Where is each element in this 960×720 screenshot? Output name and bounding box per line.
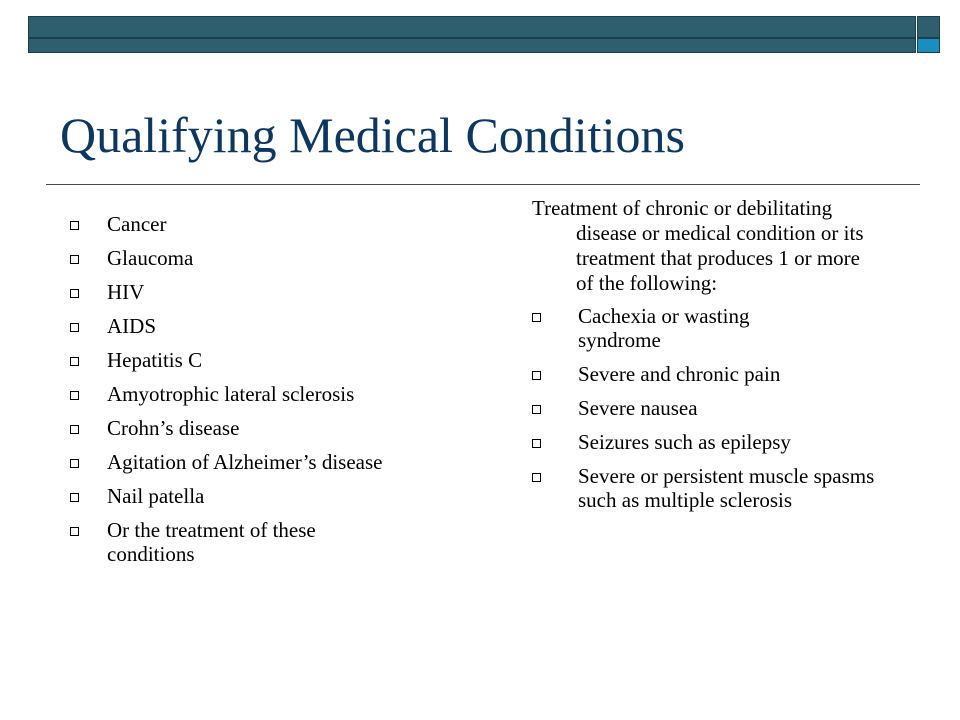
square-bullet-icon xyxy=(532,313,541,322)
list-item xyxy=(70,382,470,406)
list-item-label: Crohn’s disease xyxy=(107,416,240,440)
list-item-label: Agitation of Alzheimer’s disease xyxy=(107,450,383,474)
list-item-label: Severe or persistent muscle spasms such as multiple sclerosis xyxy=(578,464,875,512)
list-item xyxy=(70,348,470,372)
square-bullet-icon xyxy=(70,527,79,536)
list-item xyxy=(532,362,912,386)
list-item xyxy=(70,280,470,304)
slide-title: Qualifying Medical Conditions xyxy=(60,107,685,163)
list-item xyxy=(70,518,397,566)
list-item-label: HIV xyxy=(107,280,145,304)
symptom-list xyxy=(532,304,912,512)
list-item xyxy=(70,484,470,508)
symptom-column xyxy=(532,196,912,522)
square-bullet-icon xyxy=(532,473,541,482)
square-bullet-icon xyxy=(70,459,79,468)
list-item-label: Severe nausea xyxy=(578,396,698,420)
list-item-label: Glaucoma xyxy=(107,246,194,270)
list-item xyxy=(532,464,898,512)
list-item xyxy=(70,416,470,440)
square-bullet-icon xyxy=(532,405,541,414)
list-item-label: Cancer xyxy=(107,212,167,236)
square-bullet-icon xyxy=(70,255,79,264)
list-item xyxy=(70,450,470,474)
list-item-label: Hepatitis C xyxy=(107,348,203,372)
list-item xyxy=(70,246,470,270)
square-bullet-icon xyxy=(70,425,79,434)
header-subbar xyxy=(28,38,916,53)
square-bullet-icon xyxy=(70,323,79,332)
list-item-label: Amyotrophic lateral sclerosis xyxy=(107,382,355,406)
square-bullet-icon xyxy=(70,493,79,502)
list-item-label: AIDS xyxy=(107,314,157,338)
condition-list-left xyxy=(70,212,470,576)
header-accent-square xyxy=(917,38,940,53)
square-bullet-icon xyxy=(70,221,79,230)
header-bar xyxy=(28,16,916,38)
list-item xyxy=(532,396,912,420)
list-item xyxy=(70,314,470,338)
list-item-label: Nail patella xyxy=(107,484,205,508)
list-item-label: Severe and chronic pain xyxy=(578,362,781,386)
square-bullet-icon xyxy=(70,289,79,298)
square-bullet-icon xyxy=(532,439,541,448)
list-item-label: Or the treatment of these conditions xyxy=(107,518,316,566)
square-bullet-icon xyxy=(70,391,79,400)
square-bullet-icon xyxy=(70,357,79,366)
list-item-label: Cachexia or wasting syndrome xyxy=(578,304,750,352)
list-item-label: Seizures such as epilepsy xyxy=(578,430,791,454)
list-item xyxy=(70,212,470,236)
square-bullet-icon xyxy=(532,371,541,380)
symptom-intro: Treatment of chronic or debilitating disease or medical condition or its treatment that produces 1 or more of the following: xyxy=(532,196,864,295)
list-item xyxy=(532,430,912,454)
title-divider xyxy=(46,184,920,185)
list-item xyxy=(532,304,818,352)
header-corner-square xyxy=(917,16,940,38)
